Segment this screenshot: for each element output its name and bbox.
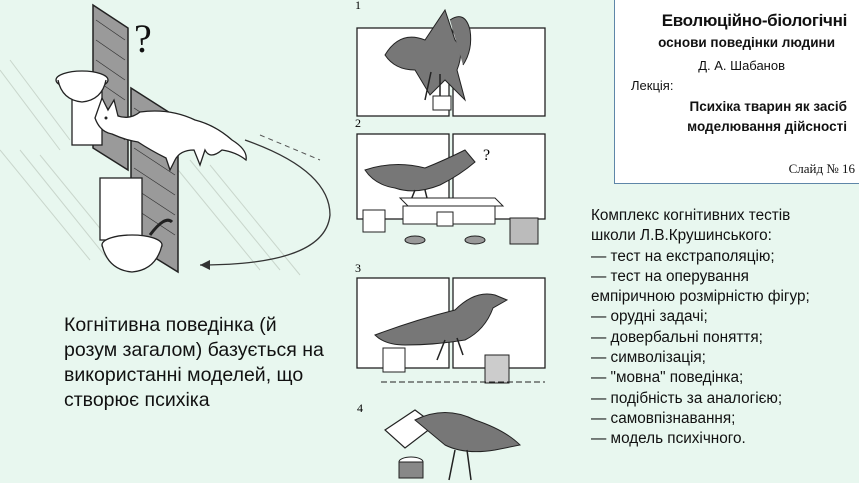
panel-1 [357, 10, 545, 116]
list-item: — орудні задачі; [591, 308, 708, 326]
course-subtitle: основи поведінки людини [658, 35, 835, 50]
tests-intro-line: Комплекс когнітивних тестів [591, 207, 791, 224]
list-item: — довербальні поняття; [591, 328, 763, 346]
tests-intro-line: школи Л.В.Крушинського: [591, 227, 772, 245]
cognitive-tests-list [591, 206, 853, 450]
list-item: — самовпізнавання; [591, 409, 736, 427]
lecture-title: Психіка тварин як засіб моделювання дійсності [687, 99, 847, 134]
slide-number: Слайд № 16 [788, 161, 855, 176]
panel-2 [357, 134, 545, 244]
panel-4-number: 4 [357, 401, 363, 415]
panel-3 [357, 278, 545, 383]
author: Д. А. Шабанов [698, 58, 785, 73]
fox-extrapolation-illustration [0, 0, 345, 300]
list-item: — тест на екстраполяцію; [591, 247, 775, 265]
crow-experiment-illustration [345, 0, 555, 483]
panel-2-question-mark: ? [483, 147, 491, 164]
panel-2-number: 2 [355, 116, 361, 130]
panel-3-number: 3 [355, 261, 361, 275]
main-statement: Когнітивна поведінка (й розум загалом) базується на використанні моделей, що створює психіка [64, 314, 324, 411]
question-mark: ? [134, 16, 152, 61]
list-item: — "мовна" поведінка; [591, 369, 744, 387]
panel-1-number: 1 [355, 0, 361, 12]
list-item: — подібність за аналогією; [591, 389, 783, 407]
panel-4 [385, 410, 520, 480]
list-item: емпіричною розмірністю фігур; [591, 288, 810, 306]
course-title: Еволюційно-біологічні [661, 11, 847, 30]
list-item: — символізація; [591, 349, 706, 367]
lecture-title-box [614, 0, 859, 184]
list-item: — тест на оперування [591, 267, 749, 285]
list-item: — модель психічного. [591, 430, 746, 448]
lecture-label: Лекція: [631, 78, 674, 93]
